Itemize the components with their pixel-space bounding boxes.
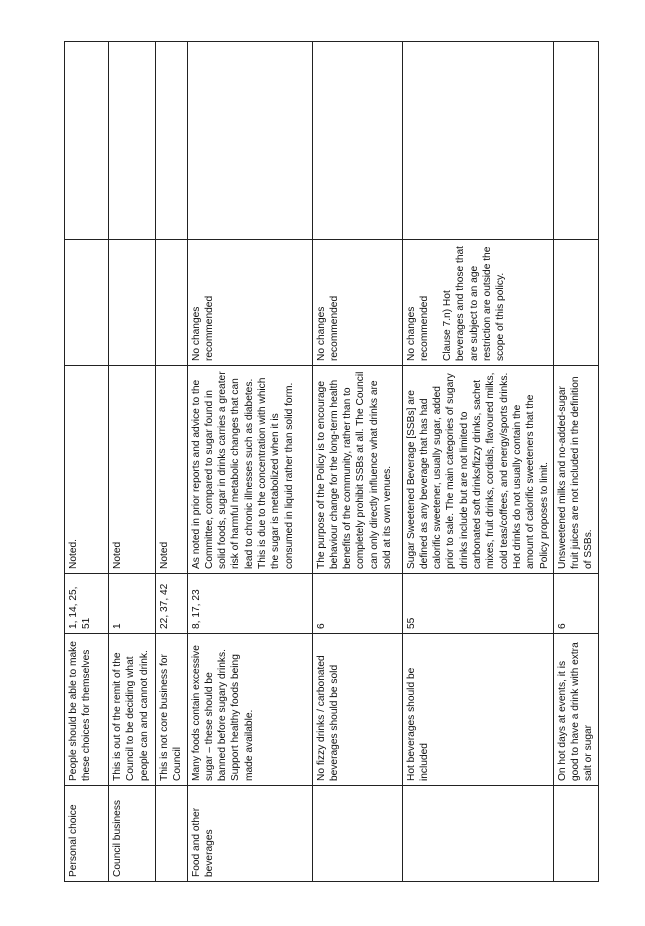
refs-cell: 22, 37, 42 (156, 574, 188, 634)
comment-cell: Hot beverages should be included (402, 634, 553, 786)
topic-cell (402, 786, 553, 882)
extra-cell (156, 42, 188, 240)
response-cell: Noted (109, 366, 156, 574)
extra-cell (402, 42, 553, 240)
recommendation-cell (156, 240, 188, 366)
comment-cell: This is out of the remit of the Council to be deciding what people can and cannot drink. (109, 634, 156, 786)
response-cell: Unsweetened milks and no-added-sugar fruit juices are not included in the definition of SSBs. (553, 366, 598, 574)
refs-cell: 8, 17, 23 (187, 574, 312, 634)
comment-cell: This is not core business for Council (156, 634, 188, 786)
comment-cell: Many foods contain excessive sugar – these should be banned before sugary drinks. Support healthy foods being made available. (187, 634, 312, 786)
extra-cell (65, 42, 109, 240)
refs-cell: 55 (402, 574, 553, 634)
comment-cell: On hot days at events, it is good to have a drink with extra salt or sugar (553, 634, 598, 786)
rotated-page (64, 42, 595, 882)
clause-note: Clause 7.n) Hot beverages and those that are subject to an age restriction are outside the scope of this policy. (442, 246, 507, 361)
recommendation-cell (109, 240, 156, 366)
comment-cell: People should be able to make these choices for themselves (65, 634, 109, 786)
extra-cell (187, 42, 312, 240)
table-row (553, 42, 598, 882)
spacer (431, 244, 441, 361)
topic-cell (553, 786, 598, 882)
topic-cell (312, 786, 402, 882)
response-cell: Noted. (65, 366, 109, 574)
submissions-table (64, 41, 599, 882)
topic-cell: Council business (109, 786, 156, 882)
recommendation-cell: No changes recommended (312, 240, 402, 366)
table-row (109, 42, 156, 882)
refs-cell: 1, 14, 25, 51 (65, 574, 109, 634)
table-row (402, 42, 553, 882)
recommendation-cell (402, 240, 553, 366)
extra-cell (109, 42, 156, 240)
recommendation-cell (553, 240, 598, 366)
refs-cell: 6 (312, 574, 402, 634)
table-row (187, 42, 312, 882)
refs-cell: 1 (109, 574, 156, 634)
table-row (312, 42, 402, 882)
response-cell: As noted in prior reports and advice to the Committee, compared to sugar found in solid foods, sugar in drinks carries a greater risk of harmful metabolic changes that can lead to chronic illnesses such as diabetes. This is due to the concentration with which the sugar is metabolized when it is consumed in liquid rather than solid form. (187, 366, 312, 574)
topic-cell: Food and other beverages (187, 786, 312, 882)
recommendation-text: No changes recommended (405, 295, 430, 361)
table-row (156, 42, 188, 882)
topic-cell (156, 786, 188, 882)
extra-cell (553, 42, 598, 240)
topic-cell: Personal choice (65, 786, 109, 882)
refs-cell: 6 (553, 574, 598, 634)
comment-cell: No fizzy drinks / carbonated beverages should be sold (312, 634, 402, 786)
recommendation-cell: No changes recommended (187, 240, 312, 366)
response-cell: Noted (156, 366, 188, 574)
table-row (65, 42, 109, 882)
recommendation-cell (65, 240, 109, 366)
extra-cell (312, 42, 402, 240)
response-cell: Sugar Sweetened Beverage [SSBs] are defined as any beverage that has had calorific sweetener, usually sugar, added prior to sale. The main categories of sugary drinks include but are not limited to carbonated soft drinks/fizzy drinks, sachet mixes, fruit drinks, cordials, flavoured milks, cold teas/coffees, and energy/sports drinks. Hot drinks do not usually contain the amount of calorific sweeteners that the Policy proposes to limit. (402, 366, 553, 574)
response-cell: The purpose of the Policy is to encourage behaviour change for the long-term health benefits of the community, rather than to completely prohibit SSBs at all. The Council can only directly influence what drinks are sold at its own venues. (312, 366, 402, 574)
